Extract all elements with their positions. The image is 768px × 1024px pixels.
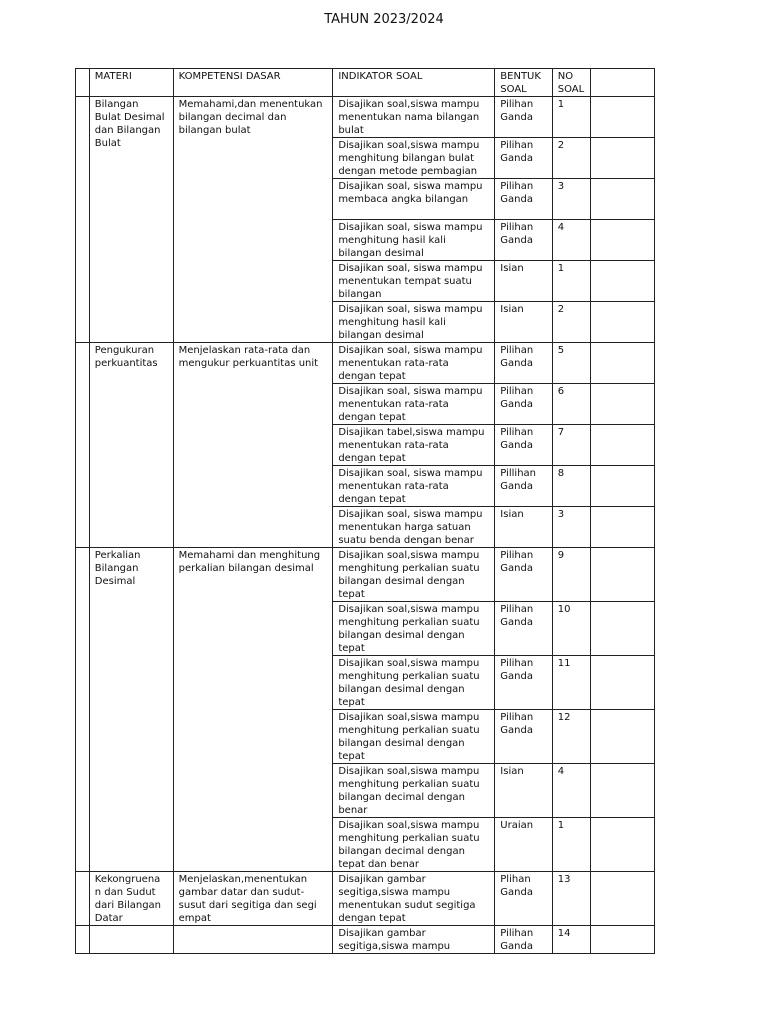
extra-cell	[590, 764, 654, 818]
no-soal-cell: 10	[552, 602, 590, 656]
extra-cell	[590, 384, 654, 425]
bentuk-soal-cell: Pillihan Ganda	[495, 466, 552, 507]
indikator-soal-cell: Disajikan soal, siswa mampu menghitung hasil kali bilangan desimal	[333, 220, 495, 261]
extra-cell	[590, 926, 654, 954]
extra-cell	[590, 602, 654, 656]
header-bentuk-soal: BENTUK SOAL	[495, 69, 552, 97]
table-row	[76, 926, 655, 954]
extra-cell	[590, 343, 654, 384]
extra-cell	[590, 872, 654, 926]
bentuk-soal-cell: Isian	[495, 507, 552, 548]
kompetensi-dasar-cell: Menjelaskan rata-rata dan mengukur perkuantitas unit	[173, 343, 333, 548]
materi-cell: Perkalian Bilangan Desimal	[89, 548, 173, 872]
bentuk-soal-cell: Pilihan Ganda	[495, 220, 552, 261]
no-soal-cell: 4	[552, 764, 590, 818]
indikator-soal-cell: Disajikan soal,siswa mampu menentukan nama bilangan bulat	[333, 97, 495, 138]
bentuk-soal-cell: Pilihan Ganda	[495, 97, 552, 138]
indikator-soal-cell: Disajikan soal,siswa mampu menghitung perkalian suatu bilangan decimal dengan benar	[333, 764, 495, 818]
no-soal-cell: 3	[552, 507, 590, 548]
indikator-soal-cell: Disajikan soal,siswa mampu menghitung perkalian suatu bilangan desimal dengan tepat	[333, 656, 495, 710]
extra-cell	[590, 261, 654, 302]
extra-cell	[590, 302, 654, 343]
materi-cell: Pengukuran perkuantitas	[89, 343, 173, 548]
bentuk-soal-cell: Pilihan Ganda	[495, 384, 552, 425]
bentuk-soal-cell: Pilihan Ganda	[495, 425, 552, 466]
indikator-soal-cell: Disajikan soal,siswa mampu menghitung perkalian suatu bilangan desimal dengan tepat	[333, 710, 495, 764]
indikator-soal-cell: Disajikan soal, siswa mampu menentukan rata-rata dengan tepat	[333, 384, 495, 425]
header-extra	[590, 69, 654, 97]
bentuk-soal-cell: Isian	[495, 764, 552, 818]
bentuk-soal-cell: Pilihan Ganda	[495, 138, 552, 179]
header-materi: MATERI	[89, 69, 173, 97]
extra-cell	[590, 138, 654, 179]
indikator-soal-cell: Disajikan soal, siswa mampu menentukan rata-rata dengan tepat	[333, 343, 495, 384]
table-row	[76, 872, 655, 926]
indikator-soal-cell: Disajikan gambar segitiga,siswa mampu	[333, 926, 495, 954]
materi-cell: Bilangan Bulat Desimal dan Bilangan Bulat	[89, 97, 173, 343]
extra-cell	[590, 97, 654, 138]
bentuk-soal-cell: Pilihan Ganda	[495, 602, 552, 656]
row-number-cell	[76, 548, 90, 872]
indikator-soal-cell: Disajikan soal, siswa mampu menentukan harga satuan suatu benda dengan benar	[333, 507, 495, 548]
extra-cell	[590, 425, 654, 466]
extra-cell	[590, 220, 654, 261]
table-row	[76, 343, 655, 384]
bentuk-soal-cell: Isian	[495, 261, 552, 302]
kompetensi-dasar-cell	[173, 926, 333, 954]
bentuk-soal-cell: Plihan Ganda	[495, 872, 552, 926]
header-row	[76, 69, 655, 97]
bentuk-soal-cell: Pilihan Ganda	[495, 179, 552, 220]
extra-cell	[590, 656, 654, 710]
no-soal-cell: 5	[552, 343, 590, 384]
indikator-soal-cell: Disajikan soal,siswa mampu menghitung bilangan bulat dengan metode pembagian	[333, 138, 495, 179]
extra-cell	[590, 179, 654, 220]
header-kompetensi-dasar: KOMPETENSI DASAR	[173, 69, 333, 97]
no-soal-cell: 9	[552, 548, 590, 602]
row-number-cell	[76, 97, 90, 343]
indikator-soal-cell: Disajikan soal,siswa mampu menghitung perkalian suatu bilangan desimal dengan tepat	[333, 548, 495, 602]
extra-cell	[590, 466, 654, 507]
bentuk-soal-cell: Pilihan Ganda	[495, 343, 552, 384]
bentuk-soal-cell: Pilihan Ganda	[495, 926, 552, 954]
no-soal-cell: 1	[552, 818, 590, 872]
kompetensi-dasar-cell: Memahami,dan menentukan bilangan decimal dan bilangan bulat	[173, 97, 333, 343]
no-soal-cell: 13	[552, 872, 590, 926]
indikator-soal-cell: Disajikan soal, siswa mampu membaca angka bilangan	[333, 179, 495, 220]
indikator-soal-cell: Disajikan soal,siswa mampu menghitung perkalian suatu bilangan decimal dengan tepat dan benar	[333, 818, 495, 872]
indikator-soal-cell: Disajikan soal,siswa mampu menghitung perkalian suatu bilangan desimal dengan tepat	[333, 602, 495, 656]
no-soal-cell: 4	[552, 220, 590, 261]
no-soal-cell: 1	[552, 97, 590, 138]
bentuk-soal-cell: Pilihan Ganda	[495, 710, 552, 764]
bentuk-soal-cell: Uraian	[495, 818, 552, 872]
no-soal-cell: 14	[552, 926, 590, 954]
bentuk-soal-cell: Isian	[495, 302, 552, 343]
row-number-cell	[76, 926, 90, 954]
materi-cell: Kekongruena n dan Sudut dari Bilangan Datar	[89, 872, 173, 926]
indikator-soal-cell: Disajikan tabel,siswa mampu menentukan rata-rata dengan tepat	[333, 425, 495, 466]
page-title: TAHUN 2023/2024	[324, 12, 444, 27]
no-soal-cell: 7	[552, 425, 590, 466]
header-indikator-soal: INDIKATOR SOAL	[333, 69, 495, 97]
kompetensi-dasar-cell: Menjelaskan,menentukan gambar datar dan sudut-susut dari segitiga dan segi empat	[173, 872, 333, 926]
table-row	[76, 548, 655, 602]
no-soal-cell: 2	[552, 302, 590, 343]
kisi-kisi-table	[75, 68, 655, 954]
row-number-cell	[76, 872, 90, 926]
header-no-soal: NO SOAL	[552, 69, 590, 97]
header-no	[76, 69, 90, 97]
indikator-soal-cell: Disajikan soal, siswa mampu menghitung hasil kali bilangan desimal	[333, 302, 495, 343]
no-soal-cell: 6	[552, 384, 590, 425]
kompetensi-dasar-cell: Memahami dan menghitung perkalian bilangan desimal	[173, 548, 333, 872]
no-soal-cell: 1	[552, 261, 590, 302]
bentuk-soal-cell: Pilihan Ganda	[495, 656, 552, 710]
extra-cell	[590, 507, 654, 548]
indikator-soal-cell: Disajikan soal, siswa mampu menentukan rata-rata dengan tepat	[333, 466, 495, 507]
no-soal-cell: 2	[552, 138, 590, 179]
table-row	[76, 97, 655, 138]
extra-cell	[590, 710, 654, 764]
no-soal-cell: 3	[552, 179, 590, 220]
row-number-cell	[76, 343, 90, 548]
no-soal-cell: 12	[552, 710, 590, 764]
no-soal-cell: 8	[552, 466, 590, 507]
materi-cell	[89, 926, 173, 954]
extra-cell	[590, 548, 654, 602]
bentuk-soal-cell: Pilihan Ganda	[495, 548, 552, 602]
indikator-soal-cell: Disajikan soal, siswa mampu menentukan tempat suatu bilangan	[333, 261, 495, 302]
extra-cell	[590, 818, 654, 872]
indikator-soal-cell: Disajikan gambar segitiga,siswa mampu menentukan sudut segitiga dengan tepat	[333, 872, 495, 926]
no-soal-cell: 11	[552, 656, 590, 710]
